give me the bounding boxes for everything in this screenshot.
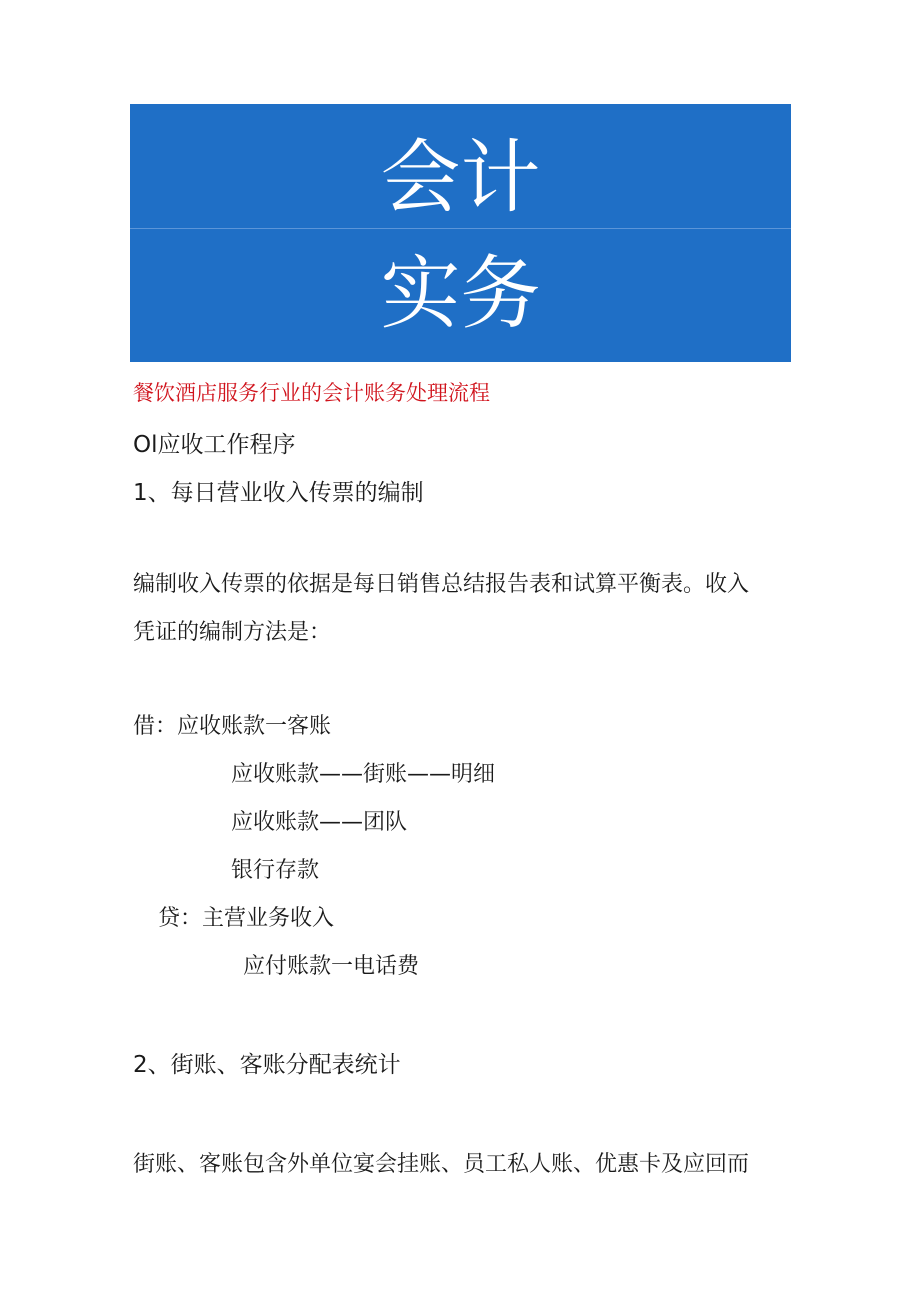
paragraph-1-line-2: 凭证的编制方法是： — [133, 620, 332, 645]
debit-item-3: 银行存款 — [231, 858, 320, 883]
debit-entry: 借：应收账款一客账 — [133, 714, 332, 739]
paragraph-1-line-1: 编制收入传票的依据是每日销售总结报告表和试算平衡表。收入 — [133, 572, 750, 597]
heading-1: 1、每日营业收入传票的编制 — [133, 480, 424, 506]
credit-item-1: 应付账款一电话费 — [243, 954, 420, 979]
banner-title-line1: 会计 — [380, 131, 541, 224]
banner-divider — [130, 228, 791, 229]
debit-item-2: 应收账款——团队 — [231, 810, 408, 835]
paragraph-2-line-1: 街账、客账包含外单位宴会挂账、员工私人账、优惠卡及应回而 — [133, 1152, 750, 1177]
banner-title-line2: 实务 — [380, 247, 541, 340]
heading-2: 2、街账、客账分配表统计 — [133, 1052, 401, 1078]
document-subtitle: 餐饮酒店服务行业的会计账务处理流程 — [133, 381, 490, 405]
credit-entry: 贷：主营业务收入 — [158, 906, 335, 931]
section-heading-01: Ol应收工作程序 — [133, 432, 296, 458]
debit-item-1: 应收账款——街账——明细 — [231, 762, 496, 787]
